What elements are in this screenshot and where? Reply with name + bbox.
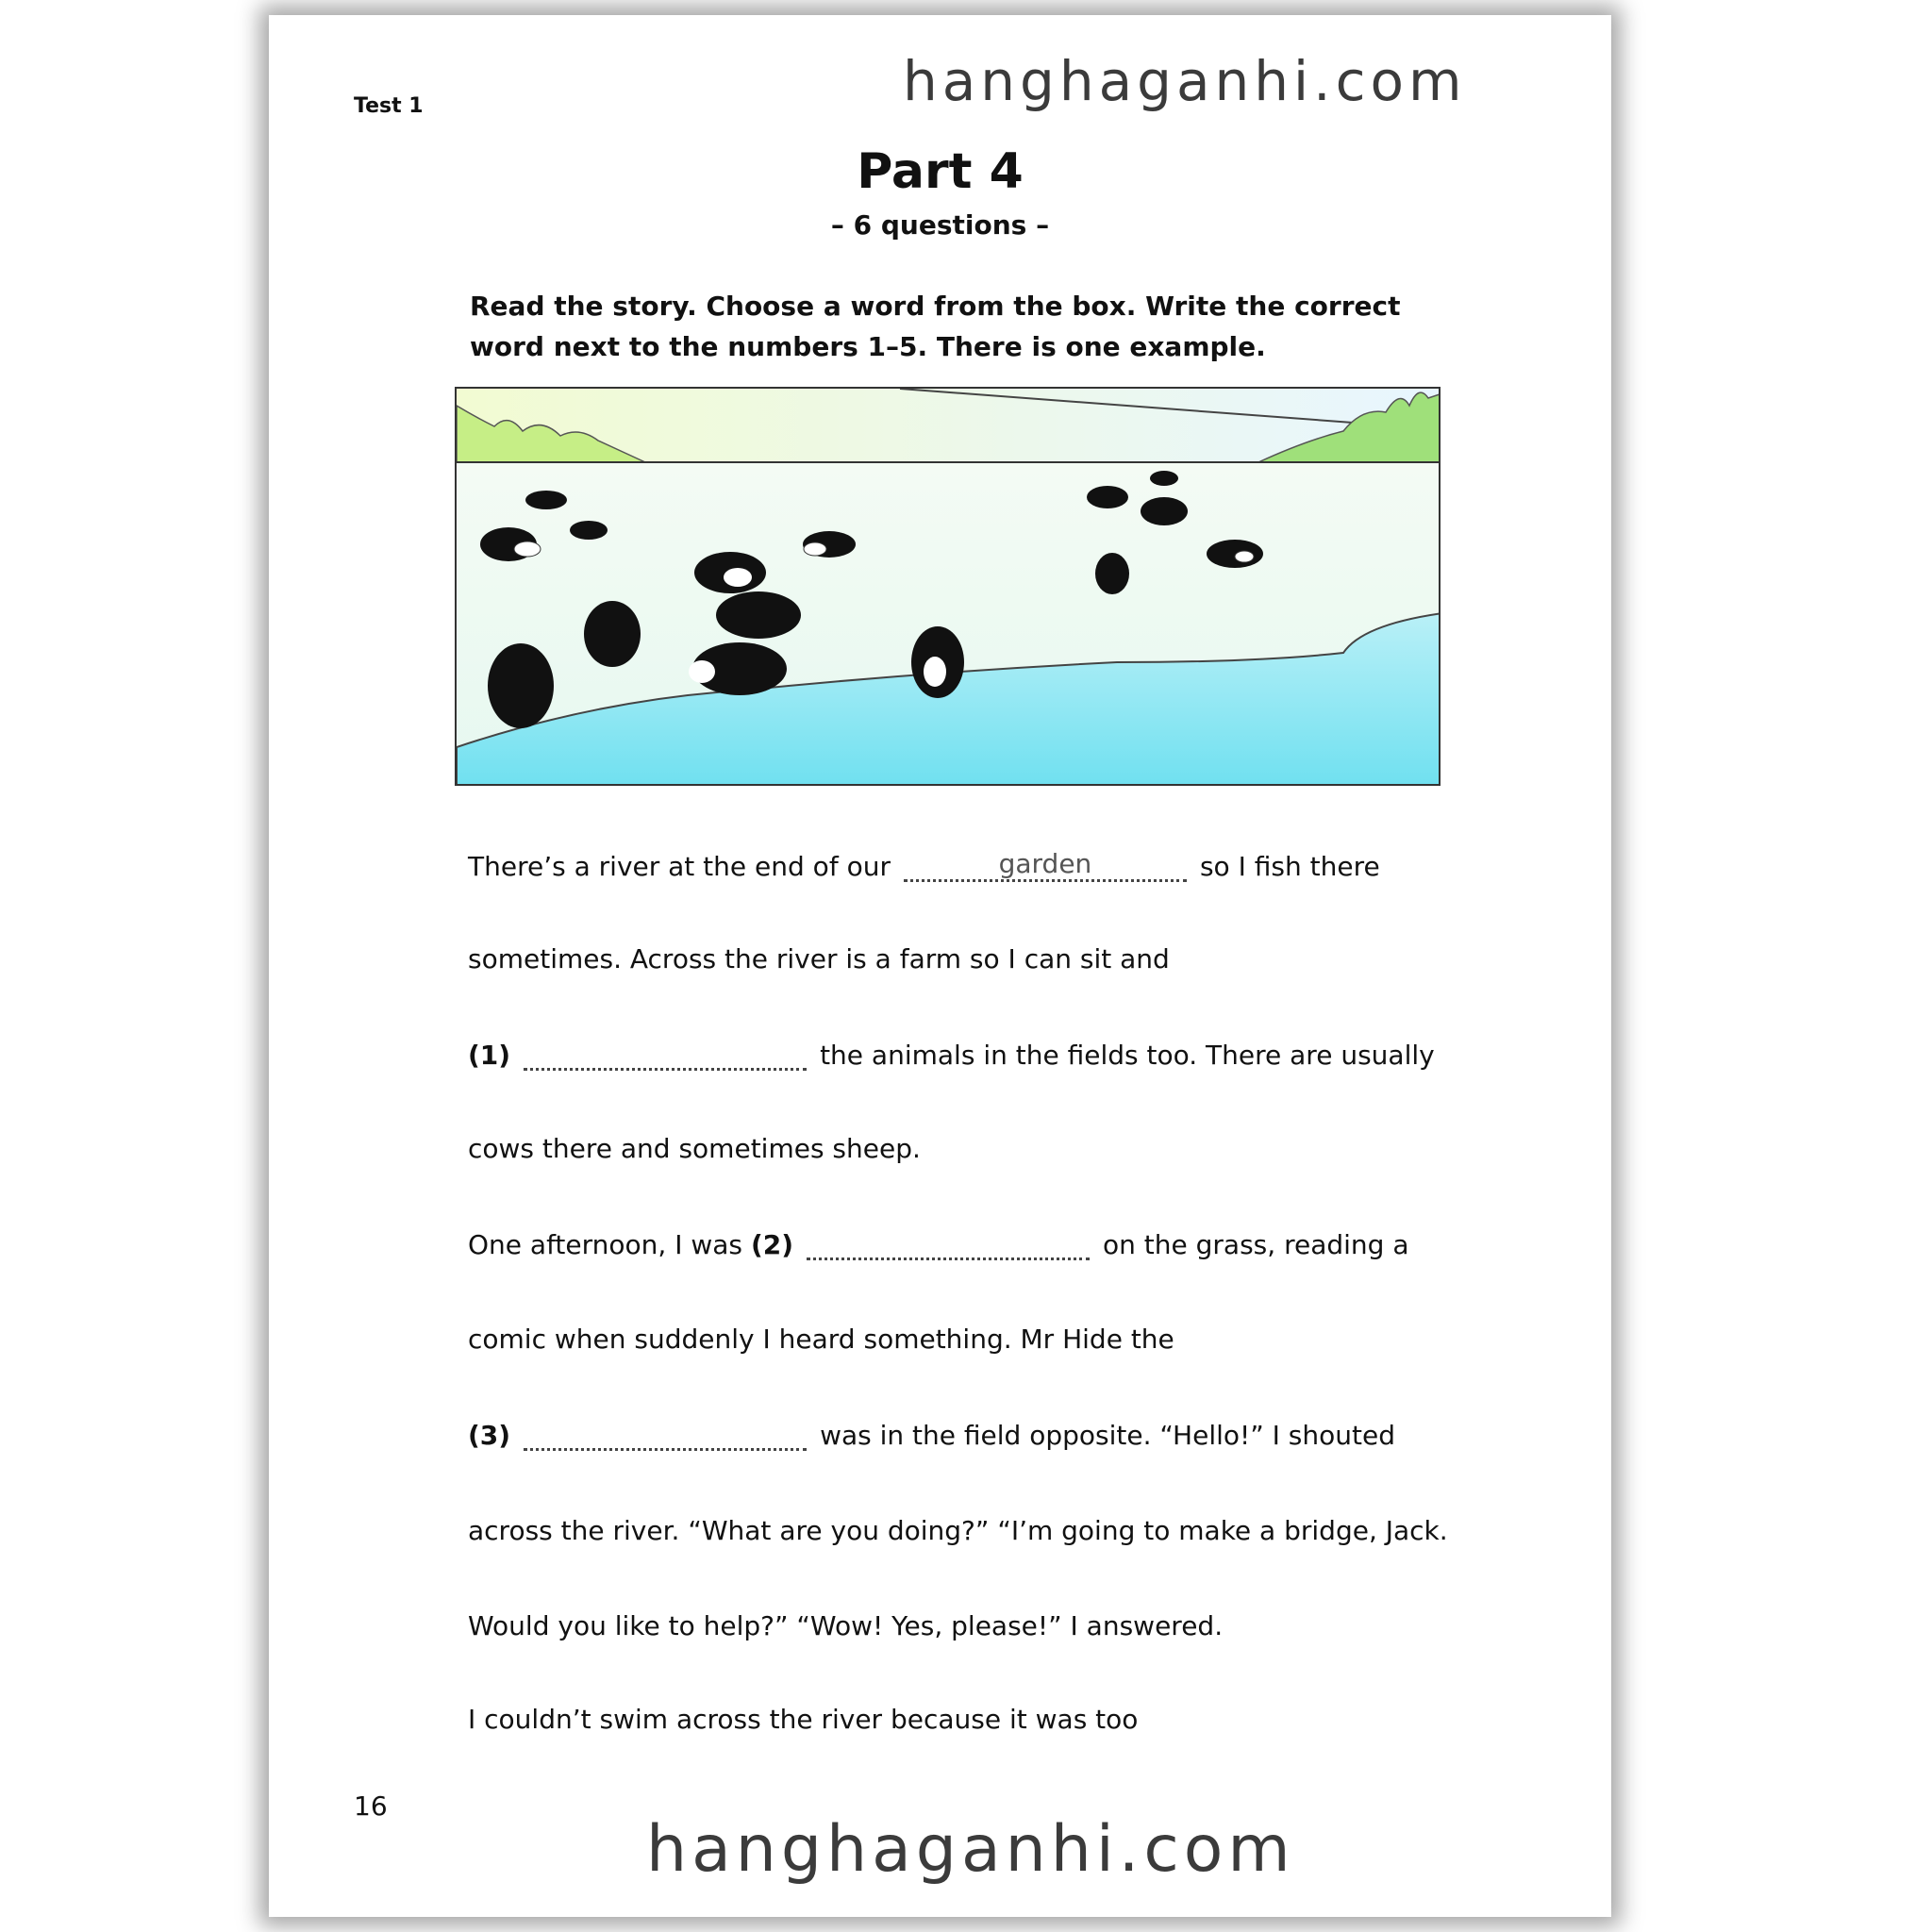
story-line-7 [468, 1419, 1395, 1451]
river-cows-illustration [455, 387, 1441, 786]
answer-blank-3[interactable] [524, 1419, 807, 1451]
story-line-6: comic when suddenly I heard something. Mr Hide the [468, 1324, 1174, 1355]
page-title: Part 4 [857, 143, 1024, 200]
example-answer-blank: garden [904, 850, 1187, 882]
question-number-3: (3) [468, 1419, 511, 1451]
story-line-8: across the river. “What are you doing?” “I’m going to make a bridge, Jack. [468, 1515, 1448, 1546]
test-label: Test 1 [354, 94, 424, 118]
story-line-2: sometimes. Across the river is a farm so I can sit and [468, 943, 1170, 974]
story-text: One afternoon, I was [468, 1228, 743, 1260]
story-line-10: I couldn’t swim across the river because it was too [468, 1704, 1139, 1735]
worksheet-page [269, 15, 1611, 1917]
story-text: the animals in the fields too. There are usually [820, 1039, 1435, 1071]
answer-blank-1[interactable] [524, 1039, 807, 1071]
story-line-4: cows there and sometimes sheep. [468, 1133, 921, 1164]
story-line-1 [468, 850, 1380, 882]
story-line-9: Would you like to help?” “Wow! Yes, please!” I answered. [468, 1610, 1224, 1641]
story-text: was in the field opposite. “Hello!” I shouted [820, 1419, 1395, 1451]
story-text: on the grass, reading a [1103, 1228, 1409, 1260]
watermark-bottom: hanghaganhi.com [646, 1812, 1295, 1887]
instructions-line-2: word next to the numbers 1–5. There is one example. [470, 331, 1266, 362]
question-number-2: (2) [750, 1228, 794, 1260]
question-count: – 6 questions – [830, 209, 1050, 241]
instructions-line-1: Read the story. Choose a word from the box. Write the correct [470, 291, 1401, 322]
answer-blank-2[interactable] [807, 1228, 1090, 1260]
page-number: 16 [354, 1790, 388, 1822]
story-line-3 [468, 1039, 1435, 1071]
story-line-5 [468, 1228, 1408, 1260]
question-number-1: (1) [468, 1039, 511, 1071]
watermark-top: hanghaganhi.com [903, 49, 1467, 113]
story-text: There’s a river at the end of our [468, 850, 891, 882]
story-text: so I fish there [1199, 850, 1380, 882]
